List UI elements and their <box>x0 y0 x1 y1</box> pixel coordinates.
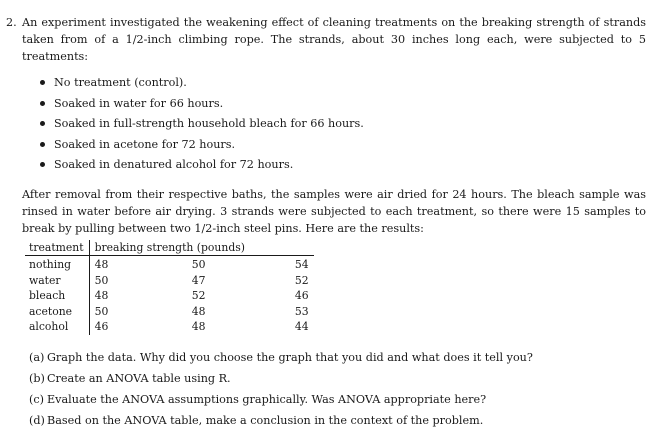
cell-value: 52 <box>191 289 206 303</box>
cell-value: 50 <box>94 273 109 287</box>
list-item <box>40 73 646 94</box>
list-item <box>40 135 646 156</box>
treatment-text: Soaked in denatured alcohol for 72 hours. <box>54 158 294 171</box>
list-item <box>40 155 646 176</box>
bullet-icon <box>40 142 45 147</box>
problem-number: 2. <box>6 16 17 29</box>
header-breaking-strength: breaking strength (pounds) <box>89 240 314 256</box>
question-item <box>22 410 646 431</box>
table-row <box>25 256 314 273</box>
question-label: (d) <box>29 414 45 428</box>
cell-value: 50 <box>191 258 206 272</box>
bullet-icon <box>40 162 45 167</box>
question-text: Create an ANOVA table using R. <box>47 372 231 386</box>
treatment-text: Soaked in acetone for 72 hours. <box>54 137 236 151</box>
question-item <box>22 347 646 368</box>
table-row <box>25 273 314 289</box>
table-header-row <box>25 240 314 256</box>
treatment-list <box>6 73 646 176</box>
question-text: Evaluate the ANOVA assumptions graphically. Was ANOVA appropriate here? <box>47 393 487 407</box>
header-treatment: treatment <box>25 240 89 256</box>
bullet-icon <box>40 80 45 85</box>
list-item <box>40 114 646 135</box>
cell-value: 47 <box>191 273 206 287</box>
problem-intro-text: An experiment investigated the weakening effect of cleaning treatments on the breaking strength of strands taken from of a 1/2-inch climbing rope. The strands, about 30 inches long each, were subjected to 5 treatments: <box>22 16 646 63</box>
table-row <box>25 304 314 320</box>
problem-intro <box>6 14 646 65</box>
cell-value: 54 <box>294 258 309 272</box>
table-row <box>25 319 314 335</box>
cell-value: 48 <box>191 320 206 334</box>
cell-treatment: water <box>25 273 89 289</box>
question-label: (a) <box>29 351 45 365</box>
cell-value: 52 <box>294 273 309 287</box>
cell-value: 48 <box>191 304 206 318</box>
cell-treatment: bleach <box>25 288 89 304</box>
cell-treatment: nothing <box>25 256 89 273</box>
cell-value: 46 <box>94 320 109 334</box>
list-item <box>40 94 646 115</box>
problem-2 <box>6 14 646 431</box>
question-item <box>22 389 646 410</box>
cell-treatment: acetone <box>25 304 89 320</box>
question-label: (c) <box>29 393 44 407</box>
cell-value: 53 <box>294 304 309 318</box>
question-list <box>22 347 646 431</box>
treatment-text: Soaked in full-strength household bleach for 66 hours. <box>54 117 364 130</box>
cell-value: 44 <box>294 320 309 334</box>
bullet-icon <box>40 101 45 106</box>
cell-treatment: alcohol <box>25 319 89 335</box>
bullet-icon <box>40 121 45 126</box>
cell-value: 50 <box>94 304 109 318</box>
cell-value: 46 <box>294 289 309 303</box>
cell-value: 48 <box>94 258 109 272</box>
question-text: Graph the data. Why did you choose the graph that you did and what does it tell you? <box>47 351 533 365</box>
question-text: Based on the ANOVA table, make a conclusion in the context of the problem. <box>47 414 484 428</box>
results-table <box>25 240 314 336</box>
table-row <box>25 288 314 304</box>
cell-value: 48 <box>94 289 109 303</box>
question-label: (b) <box>29 372 45 386</box>
treatment-text: No treatment (control). <box>54 76 187 89</box>
treatment-text: Soaked in water for 66 hours. <box>54 96 224 110</box>
procedure-paragraph: After removal from their respective baths, the samples were air dried for 24 hours. The bleach sample was rinsed in water before air drying. 3 strands were subjected to each treatment, so there were 15 samples to break by pulling between two 1/2-inch steel pins. Here are the results: <box>22 187 646 235</box>
question-item <box>22 368 646 389</box>
